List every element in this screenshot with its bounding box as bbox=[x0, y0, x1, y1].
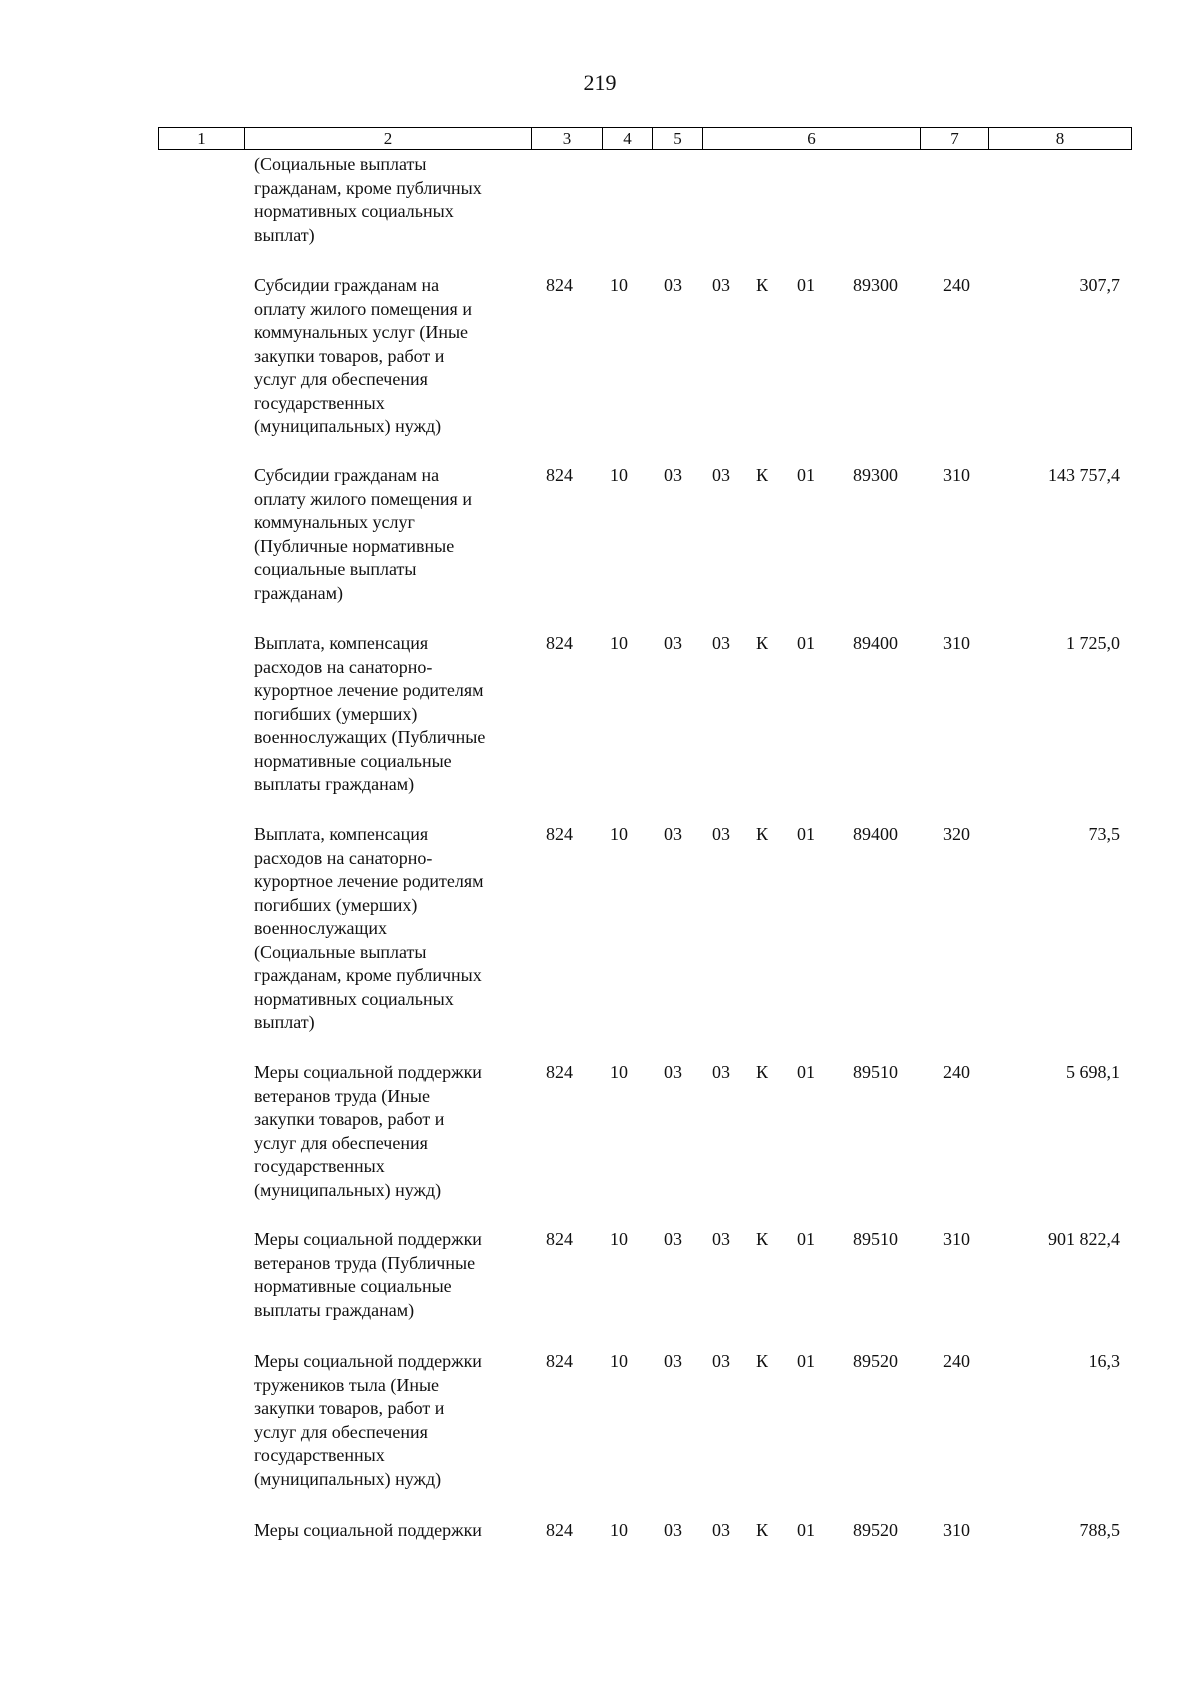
row-subprogram: 01 bbox=[797, 1229, 815, 1249]
row-direction: 89520 bbox=[853, 1351, 898, 1371]
row-description: Меры социальной поддержки ветеранов труда (Публичные нормативные социальные выплаты гражданам) bbox=[254, 1229, 482, 1320]
row-expense-type: 240 bbox=[943, 275, 970, 295]
row-section: 10 bbox=[610, 275, 628, 295]
row-subsection: 03 bbox=[664, 633, 682, 653]
row-subsection: 03 bbox=[664, 275, 682, 295]
row-k: К bbox=[756, 1062, 769, 1082]
row-subsection: 03 bbox=[664, 1229, 682, 1249]
header-col-1: 1 bbox=[159, 128, 245, 150]
row-program: 03 bbox=[712, 275, 730, 295]
row-admin-code: 824 bbox=[546, 633, 573, 653]
row-k: К bbox=[756, 465, 769, 485]
row-sum: 143 757,4 bbox=[1048, 465, 1120, 485]
row-direction: 89300 bbox=[853, 275, 898, 295]
row-subsection: 03 bbox=[664, 1351, 682, 1371]
row-description: Субсидии гражданам на оплату жилого помещения и коммунальных услуг (Иные закупки товаров, работ и услуг для обеспечения государственных (муниципальных) нужд) bbox=[254, 275, 472, 436]
row-section: 10 bbox=[610, 465, 628, 485]
header-col-2: 2 bbox=[245, 128, 532, 150]
row-subprogram: 01 bbox=[797, 1062, 815, 1082]
row-expense-type: 240 bbox=[943, 1062, 970, 1082]
row-k: К bbox=[756, 1520, 769, 1540]
row-admin-code: 824 bbox=[546, 824, 573, 844]
row-expense-type: 240 bbox=[943, 1351, 970, 1371]
page-number: 219 bbox=[583, 70, 617, 95]
row-sum: 5 698,1 bbox=[1066, 1062, 1120, 1082]
row-admin-code: 824 bbox=[546, 275, 573, 295]
row-description: Меры социальной поддержки ветеранов труда (Иные закупки товаров, работ и услуг для обеспечения государственных (муниципальных) нужд) bbox=[254, 1062, 482, 1200]
row-admin-code: 824 bbox=[546, 465, 573, 485]
row-direction: 89520 bbox=[853, 1520, 898, 1540]
row-admin-code: 824 bbox=[546, 1062, 573, 1082]
row-subprogram: 01 bbox=[797, 824, 815, 844]
row-expense-type: 310 bbox=[943, 1520, 970, 1540]
column-number-header bbox=[158, 127, 1132, 150]
row-program: 03 bbox=[712, 1062, 730, 1082]
row-section: 10 bbox=[610, 824, 628, 844]
row-k: К bbox=[756, 1229, 769, 1249]
row-sum: 788,5 bbox=[1079, 1520, 1120, 1540]
row-subprogram: 01 bbox=[797, 275, 815, 295]
row-program: 03 bbox=[712, 1520, 730, 1540]
row-admin-code: 824 bbox=[546, 1520, 573, 1540]
row-admin-code: 824 bbox=[546, 1351, 573, 1371]
header-col-7: 7 bbox=[921, 128, 989, 150]
row-section: 10 bbox=[610, 1062, 628, 1082]
row-direction: 89510 bbox=[853, 1229, 898, 1249]
row-sum: 1 725,0 bbox=[1066, 633, 1120, 653]
row-k: К bbox=[756, 824, 769, 844]
row-expense-type: 310 bbox=[943, 633, 970, 653]
row-expense-type: 320 bbox=[943, 824, 970, 844]
continuation-text: (Социальные выплаты гражданам, кроме публичных нормативных социальных выплат) bbox=[254, 154, 482, 245]
row-program: 03 bbox=[712, 824, 730, 844]
row-subsection: 03 bbox=[664, 1062, 682, 1082]
row-sum: 901 822,4 bbox=[1048, 1229, 1120, 1249]
row-program: 03 bbox=[712, 465, 730, 485]
row-direction: 89400 bbox=[853, 633, 898, 653]
row-description: Выплата, компенсация расходов на санаторно- курортное лечение родителям погибших (умерших) военнослужащих (Социальные выплаты гражданам, кроме публичных нормативных социальных выплат) bbox=[254, 824, 484, 1032]
row-subsection: 03 bbox=[664, 1520, 682, 1540]
row-k: К bbox=[756, 633, 769, 653]
header-col-3: 3 bbox=[532, 128, 603, 150]
row-section: 10 bbox=[610, 633, 628, 653]
header-col-5: 5 bbox=[653, 128, 703, 150]
row-direction: 89510 bbox=[853, 1062, 898, 1082]
row-program: 03 bbox=[712, 1351, 730, 1371]
row-program: 03 bbox=[712, 633, 730, 653]
row-section: 10 bbox=[610, 1229, 628, 1249]
row-direction: 89400 bbox=[853, 824, 898, 844]
row-description: Выплата, компенсация расходов на санаторно- курортное лечение родителям погибших (умерших) военнослужащих (Публичные нормативные социальные выплаты гражданам) bbox=[254, 633, 486, 794]
header-col-4: 4 bbox=[603, 128, 653, 150]
row-subprogram: 01 bbox=[797, 633, 815, 653]
row-subprogram: 01 bbox=[797, 1520, 815, 1540]
row-section: 10 bbox=[610, 1351, 628, 1371]
row-sum: 307,7 bbox=[1079, 275, 1120, 295]
row-description: Субсидии гражданам на оплату жилого помещения и коммунальных услуг (Публичные нормативные социальные выплаты гражданам) bbox=[254, 465, 472, 603]
row-sum: 16,3 bbox=[1088, 1351, 1120, 1371]
row-program: 03 bbox=[712, 1229, 730, 1249]
row-expense-type: 310 bbox=[943, 1229, 970, 1249]
row-admin-code: 824 bbox=[546, 1229, 573, 1249]
row-expense-type: 310 bbox=[943, 465, 970, 485]
row-subprogram: 01 bbox=[797, 465, 815, 485]
row-subsection: 03 bbox=[664, 824, 682, 844]
row-description: Меры социальной поддержки bbox=[254, 1520, 482, 1540]
row-k: К bbox=[756, 1351, 769, 1371]
row-description: Меры социальной поддержки тружеников тыла (Иные закупки товаров, работ и услуг для обеспечения государственных (муниципальных) нужд) bbox=[254, 1351, 482, 1489]
row-subprogram: 01 bbox=[797, 1351, 815, 1371]
header-col-8: 8 bbox=[989, 128, 1132, 150]
row-sum: 73,5 bbox=[1088, 824, 1120, 844]
row-section: 10 bbox=[610, 1520, 628, 1540]
row-subsection: 03 bbox=[664, 465, 682, 485]
row-direction: 89300 bbox=[853, 465, 898, 485]
header-col-6: 6 bbox=[703, 128, 921, 150]
row-k: К bbox=[756, 275, 769, 295]
